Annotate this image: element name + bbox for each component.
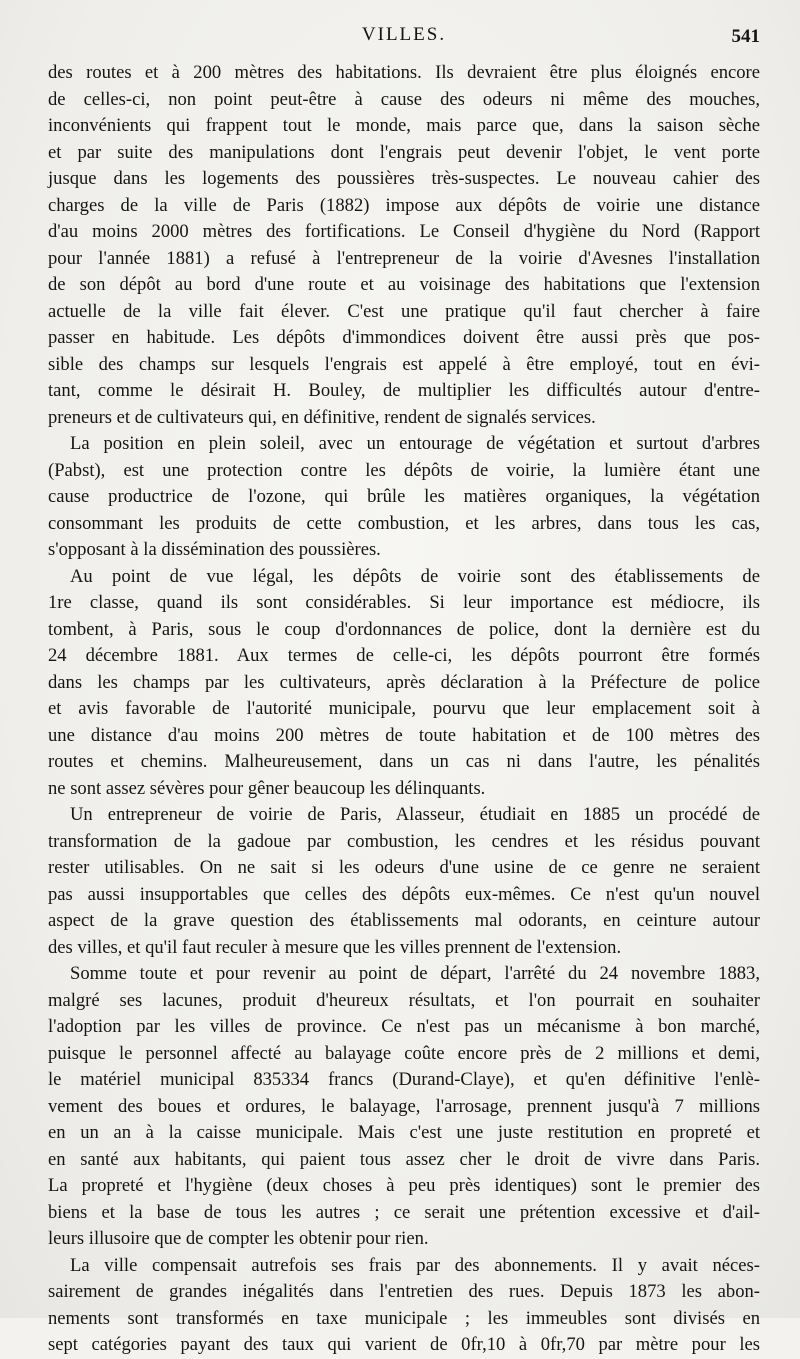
text-line: 1re classe, quand ils sont considérables. Si leur importance est médiocre, ils [48,592,760,613]
text-line: Au point de vue légal, les dépôts de voirie sont des établissements de [70,565,760,587]
text-line: charges de la ville de Paris (1882) impose aux dépôts de voirie une distance [48,194,760,216]
text-line: actuelle de la ville fait élever. C'est une pratique qu'il faut chercher à faire [48,300,760,322]
text-line: de celles-ci, non point peut-être à cause des odeurs ni même des mouches, [48,88,760,110]
text-line: cause productrice de l'ozone, qui brûle les matières organiques, la végétation [48,486,760,507]
text-line: 24 décembre 1881. Aux termes de celle-ci, les dépôts pourront être formés [48,645,760,666]
running-head [48,24,760,50]
text-line: sairement de grandes inégalités dans l'entretien des rues. Depuis 1873 les abon- [48,1281,760,1302]
text-line: dans les champs par les cultivateurs, après déclaration à la Préfecture de police [48,671,760,693]
text-line: biens et la base de tous les autres ; ce serait une prétention excessive et d'ail- [48,1201,760,1223]
text-line: Un entrepreneur de voirie de Paris, Alasseur, étudiait en 1885 un procédé de [70,804,760,825]
text-line: malgré ses lacunes, produit d'heureux résultats, et l'on pourrait en souhaiter [48,989,760,1011]
text-line: des routes et à 200 mètres des habitations. Ils devraient être plus éloignés encore [48,62,760,83]
text-line: leurs illusoire que de compter les obtenir pour rien. [48,1228,429,1249]
text-line: sible des champs sur lesquels l'engrais est appelé à être employé, tout en évi- [48,353,760,375]
text-line: de son dépôt au bord d'une route et au voisinage des habitations que l'extension [48,274,760,295]
text-line: et avis favorable de l'autorité municipale, pourvu que leur emplacement soit à [48,698,760,719]
text-line: une distance d'au moins 200 mètres de toute habitation et de 100 mètres des [48,724,760,746]
text-line: sept catégories payant des taux qui varient de 0fr,10 à 0fr,70 par mètre pour les [48,1334,760,1355]
text-line: en santé aux habitants, qui paient tous assez cher le droit de vivre dans Paris. [48,1148,760,1170]
text-line: et par suite des manipulations dont l'engrais peut devenir l'objet, le vent porte [48,141,760,163]
text-line: aspect de la grave question des établissements mal odorants, en ceinture autour [48,910,760,931]
text-line: jusque dans les logements des poussières très-suspectes. Le nouveau cahier des [48,168,760,189]
page-number: 541 [731,26,760,47]
body-text [48,60,760,1359]
text-line: pas aussi insupportables que celles des dépôts eux-mêmes. Ce n'est qu'un nouvel [48,883,760,905]
text-line: nements sont transformés en taxe municipale ; les immeubles sont divisés en [48,1307,760,1329]
text-line: tant, comme le désirait H. Bouley, de multiplier les difficultés autour d'entre- [48,380,760,401]
text-line: s'opposant à la dissémination des poussières. [48,539,381,560]
text-line: ne sont assez sévères pour gêner beaucoup les délinquants. [48,777,486,799]
text-line: d'au moins 2000 mètres des fortifications. Le Conseil d'hygiène du Nord (Rapport [48,221,760,242]
text-line: inconvénients qui frappent tout le monde, mais parce que, dans la saison sèche [48,115,760,136]
text-line: La position en plein soleil, avec un entourage de végétation et surtout d'arbres [70,433,760,454]
text-line: preneurs et de cultivateurs qui, en définitive, rendent de signalés services. [48,406,596,428]
text-line: le matériel municipal 835334 francs (Durand-Claye), et qu'en définitive l'enlè- [48,1069,760,1090]
text-line: vement des boues et ordures, le balayage, l'arrosage, prennent jusqu'à 7 millions [48,1095,760,1117]
text-line: Somme toute et pour revenir au point de départ, l'arrêté du 24 novembre 1883, [70,963,760,984]
text-line: routes et chemins. Malheureusement, dans un cas ni dans l'autre, les pénalités [48,751,760,772]
text-line: tombent, à Paris, sous le coup d'ordonnances de police, dont la dernière est du [48,618,760,640]
text-line: rester utilisables. On ne sait si les odeurs d'une usine de ce genre ne seraient [48,857,760,878]
text-line: des villes, et qu'il faut reculer à mesure que les villes prennent de l'extension. [48,936,622,958]
text-line: transformation de la gadoue par combustion, les cendres et les résidus pouvant [48,830,760,852]
text-line: La propreté et l'hygiène (deux choses à peu près identiques) sont le premier des [48,1175,760,1196]
text-line: pour l'année 1881) a refusé à l'entrepreneur de la voirie d'Avesnes l'installation [48,247,760,269]
running-title: VILLES. [361,24,447,45]
text-line: La ville compensait autrefois ses frais par des abonnements. Il y avait néces- [70,1254,760,1276]
text-line: puisque le personnel affecté au balayage coûte encore près de 2 millions et demi, [48,1042,760,1064]
text-line: en un an à la caisse municipale. Mais c'est une juste restitution en propreté et [48,1122,760,1143]
text-line: consommant les produits de cette combustion, et les arbres, dans tous les cas, [48,512,760,534]
text-line: l'adoption par les villes de province. Ce n'est pas un mécanisme à bon marché, [48,1016,760,1037]
text-line: passer en habitude. Les dépôts d'immondices doivent être aussi près que pos- [48,327,760,348]
text-line: (Pabst), est une protection contre les dépôts de voirie, la lumière étant une [48,459,760,481]
